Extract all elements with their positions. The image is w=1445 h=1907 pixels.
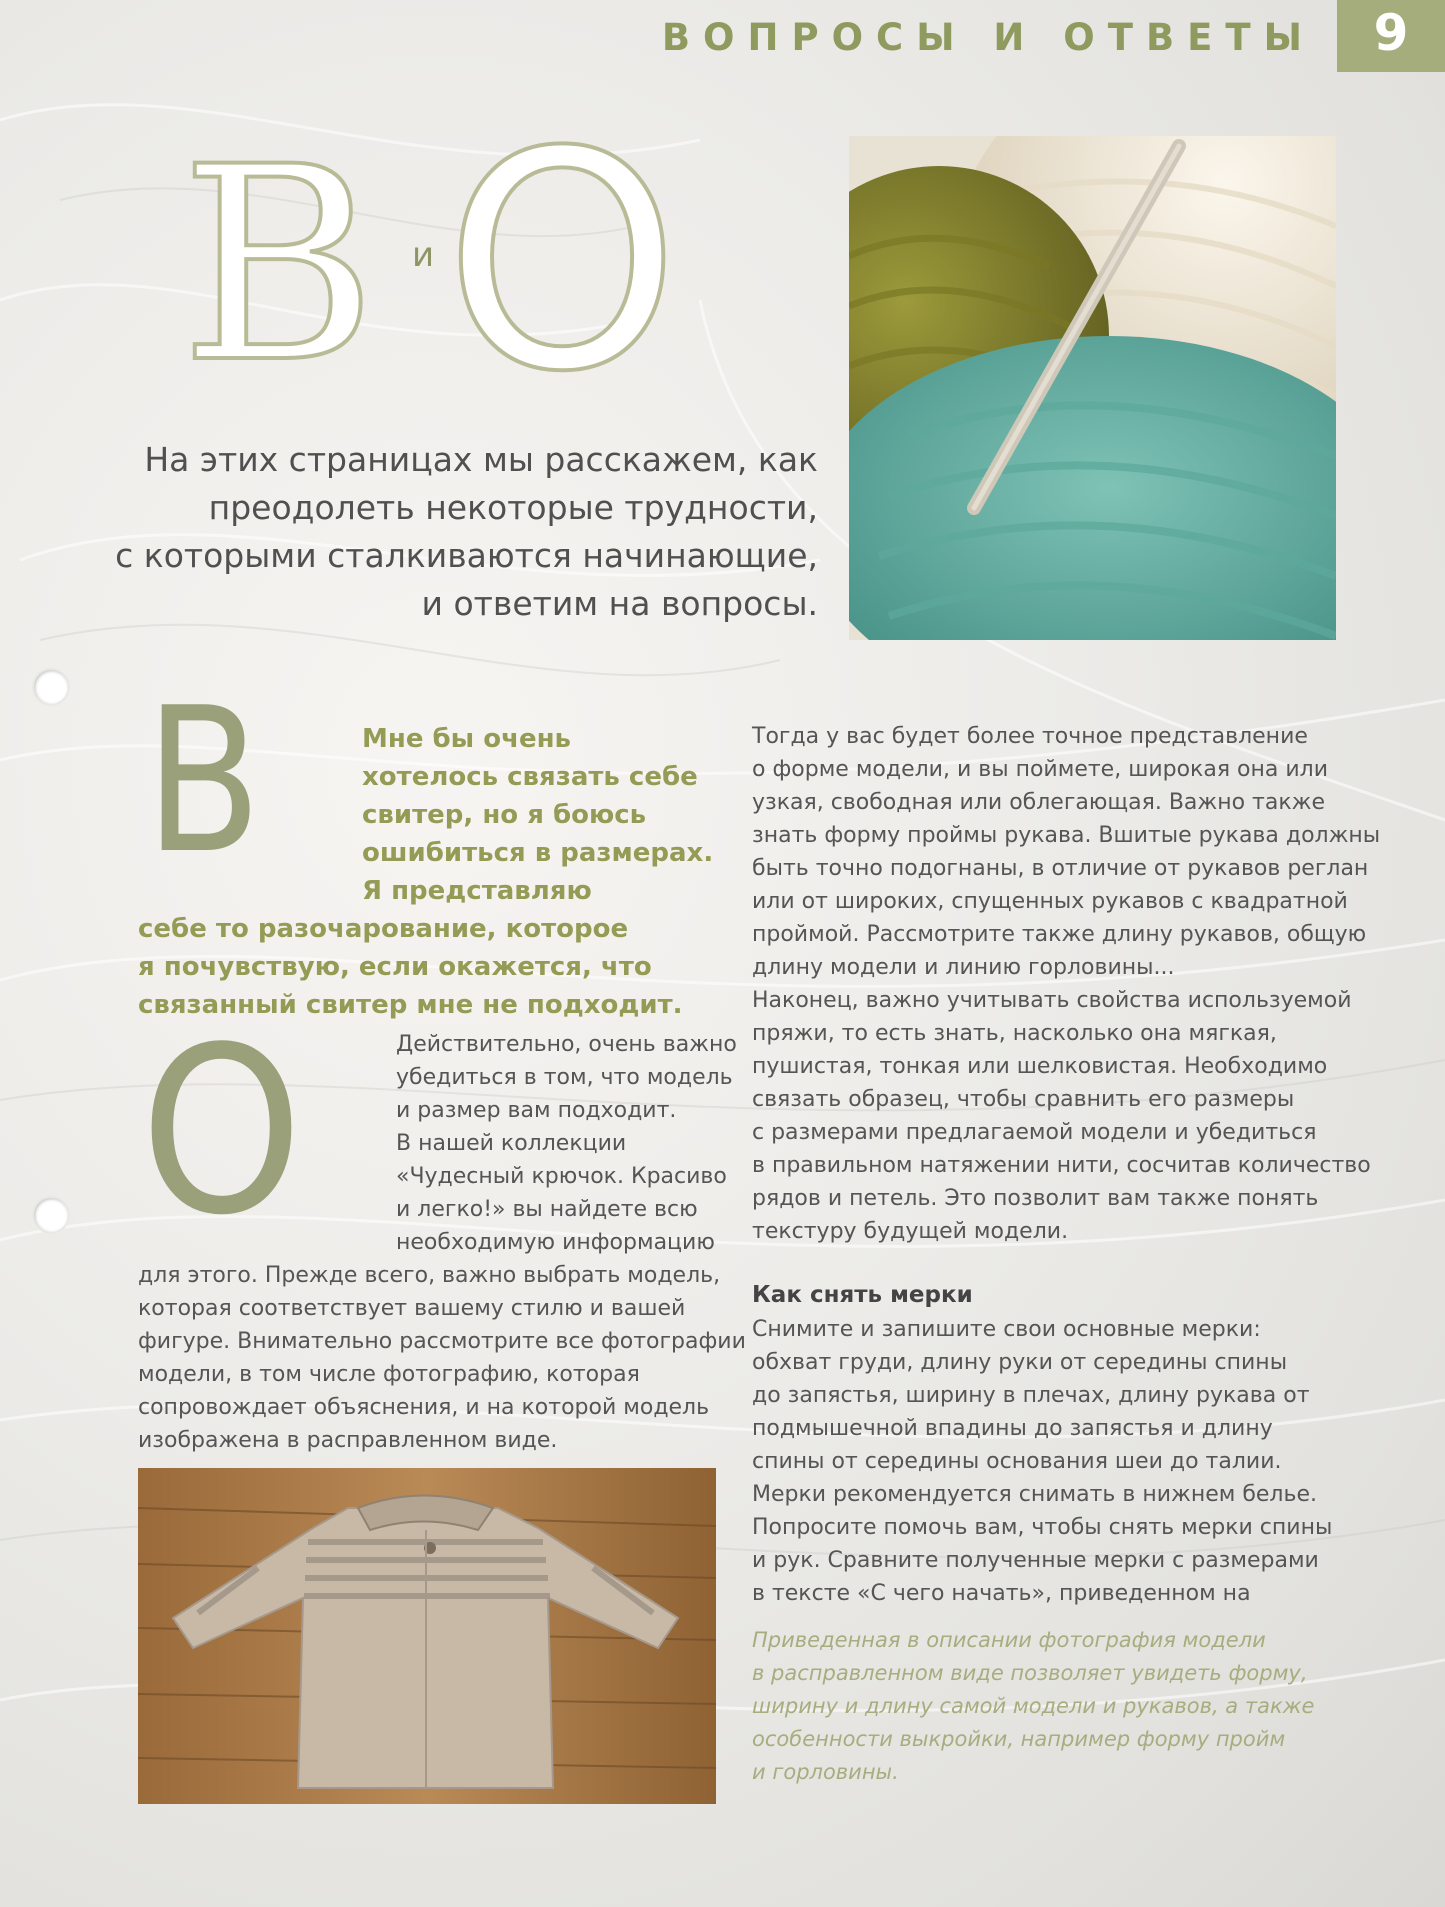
answer-line: В нашей коллекции [396, 1131, 627, 1156]
question-line: Мне бы очень [362, 724, 571, 754]
answer-line: сопровождает объяснения, и на которой модель [138, 1395, 710, 1420]
question-text-top [362, 720, 713, 910]
answer-line: и легко!» вы найдете всю [396, 1197, 698, 1222]
section-title: ВОПРОСЫ И ОТВЕТЫ [661, 16, 1315, 59]
text-line: в тексте «С чего начать», приведенном на [752, 1581, 1251, 1606]
binder-hole [34, 1198, 68, 1232]
monogram-letter-o: О [444, 130, 681, 390]
caption-line: Приведенная в описании фотография модели [752, 1628, 1266, 1652]
answer-line: «Чудесный крючок. Красиво [396, 1164, 727, 1189]
question-text-bottom [138, 910, 683, 1024]
yarn-and-hook-photo [849, 136, 1336, 640]
answer-line: которая соответствует вашему стилю и вашей [138, 1296, 686, 1321]
measurements-subheading: Как снять мерки [752, 1282, 973, 1308]
intro-text [100, 436, 818, 628]
text-line: узкая, свободная или облегающая. Важно также [752, 790, 1325, 815]
question-line: связанный свитер мне не подходит. [138, 990, 683, 1020]
intro-line: преодолеть некоторые трудности, [208, 488, 818, 527]
text-line: Тогда у вас будет более точное представление [752, 724, 1308, 749]
question-line: свитер, но я боюсь [362, 800, 647, 830]
question-drop-letter: В [145, 665, 262, 898]
answer-line: изображена в расправленном виде. [138, 1428, 558, 1453]
text-line: пряжи, то есть знать, насколько она мягкая, [752, 1021, 1277, 1046]
text-line: Попросите помочь вам, чтобы снять мерки спины [752, 1515, 1333, 1540]
intro-line: и ответим на вопросы. [421, 584, 818, 623]
page-number: 9 [1373, 4, 1409, 62]
questions-answers-monogram [180, 130, 840, 390]
answer-drop-letter: О [140, 999, 303, 1266]
answer-line: модели, в том числе фотографию, которая [138, 1362, 640, 1387]
answer-text-indented [396, 1028, 737, 1259]
text-line: и рук. Сравните полученные мерки с размерами [752, 1548, 1319, 1573]
text-line: или от широких, спущенных рукавов с квадратной [752, 889, 1348, 914]
intro-line: с которыми сталкиваются начинающие, [115, 536, 818, 575]
caption-line: и горловины. [752, 1760, 899, 1784]
answer-line: фигуре. Внимательно рассмотрите все фотографии [138, 1329, 746, 1354]
answer-line: и размер вам подходит. [396, 1098, 677, 1123]
question-line: ошибиться в размерах. [362, 838, 714, 868]
text-line: обхват груди, длину руки от середины спины [752, 1350, 1288, 1375]
text-line: пушистая, тонкая или шелковистая. Необходимо [752, 1054, 1328, 1079]
answer-text-full [138, 1259, 746, 1457]
text-line: проймой. Рассмотрите также длину рукавов, общую [752, 922, 1367, 947]
question-line: Я представляю [362, 876, 592, 906]
text-line: с размерами предлагаемой модели и убедиться [752, 1120, 1317, 1145]
intro-line: На этих страницах мы расскажем, как [144, 440, 818, 479]
caption-line: ширину и длину самой модели и рукавов, а также [752, 1694, 1315, 1718]
text-line: связать образец, чтобы сравнить его размеры [752, 1087, 1295, 1112]
question-line: хотелось связать себе [362, 762, 698, 792]
measurements-text [752, 1313, 1352, 1610]
answer-line: Действительно, очень важно [396, 1032, 737, 1057]
caption-line: особенности выкройки, например форму пройм [752, 1727, 1286, 1751]
text-line: быть точно подогнаны, в отличие от рукавов реглан [752, 856, 1369, 881]
text-line: спины от середины основания шеи до талии. [752, 1449, 1282, 1474]
binder-hole [34, 670, 68, 704]
question-line: я почувствую, если окажется, что [138, 952, 652, 982]
text-line: подмышечной впадины до запястья и длину [752, 1416, 1273, 1441]
text-line: текстуру будущей модели. [752, 1219, 1069, 1244]
text-line: до запястья, ширину в плечах, длину рукава от [752, 1383, 1310, 1408]
answer-line: необходимую информацию [396, 1230, 715, 1255]
flat-cardigan-photo [138, 1468, 716, 1804]
text-line: Снимите и запишите свои основные мерки: [752, 1317, 1261, 1342]
answer-line: убедиться в том, что модель [396, 1065, 733, 1090]
question-line: себе то разочарование, которое [138, 914, 629, 944]
text-line: рядов и петель. Это позволит вам также понять [752, 1186, 1319, 1211]
text-line: в правильном натяжении нити, сосчитав количество [752, 1153, 1371, 1178]
caption-line: в расправленном виде позволяет увидеть форму, [752, 1661, 1308, 1685]
page-number-box [1337, 0, 1445, 72]
text-line: Мерки рекомендуется снимать в нижнем белье. [752, 1482, 1317, 1507]
text-line: длину модели и линию горловины... [752, 955, 1175, 980]
text-line: о форме модели, и вы поймете, широкая она или [752, 757, 1329, 782]
monogram-connector: и [412, 235, 435, 275]
monogram-letter-v: В [180, 130, 377, 390]
answer-continued-text [752, 720, 1381, 1248]
photo-caption [752, 1624, 1352, 1789]
text-line: Наконец, важно учитывать свойства используемой [752, 988, 1352, 1013]
answer-line: для этого. Прежде всего, важно выбрать модель, [138, 1263, 721, 1288]
text-line: знать форму проймы рукава. Вшитые рукава должны [752, 823, 1381, 848]
